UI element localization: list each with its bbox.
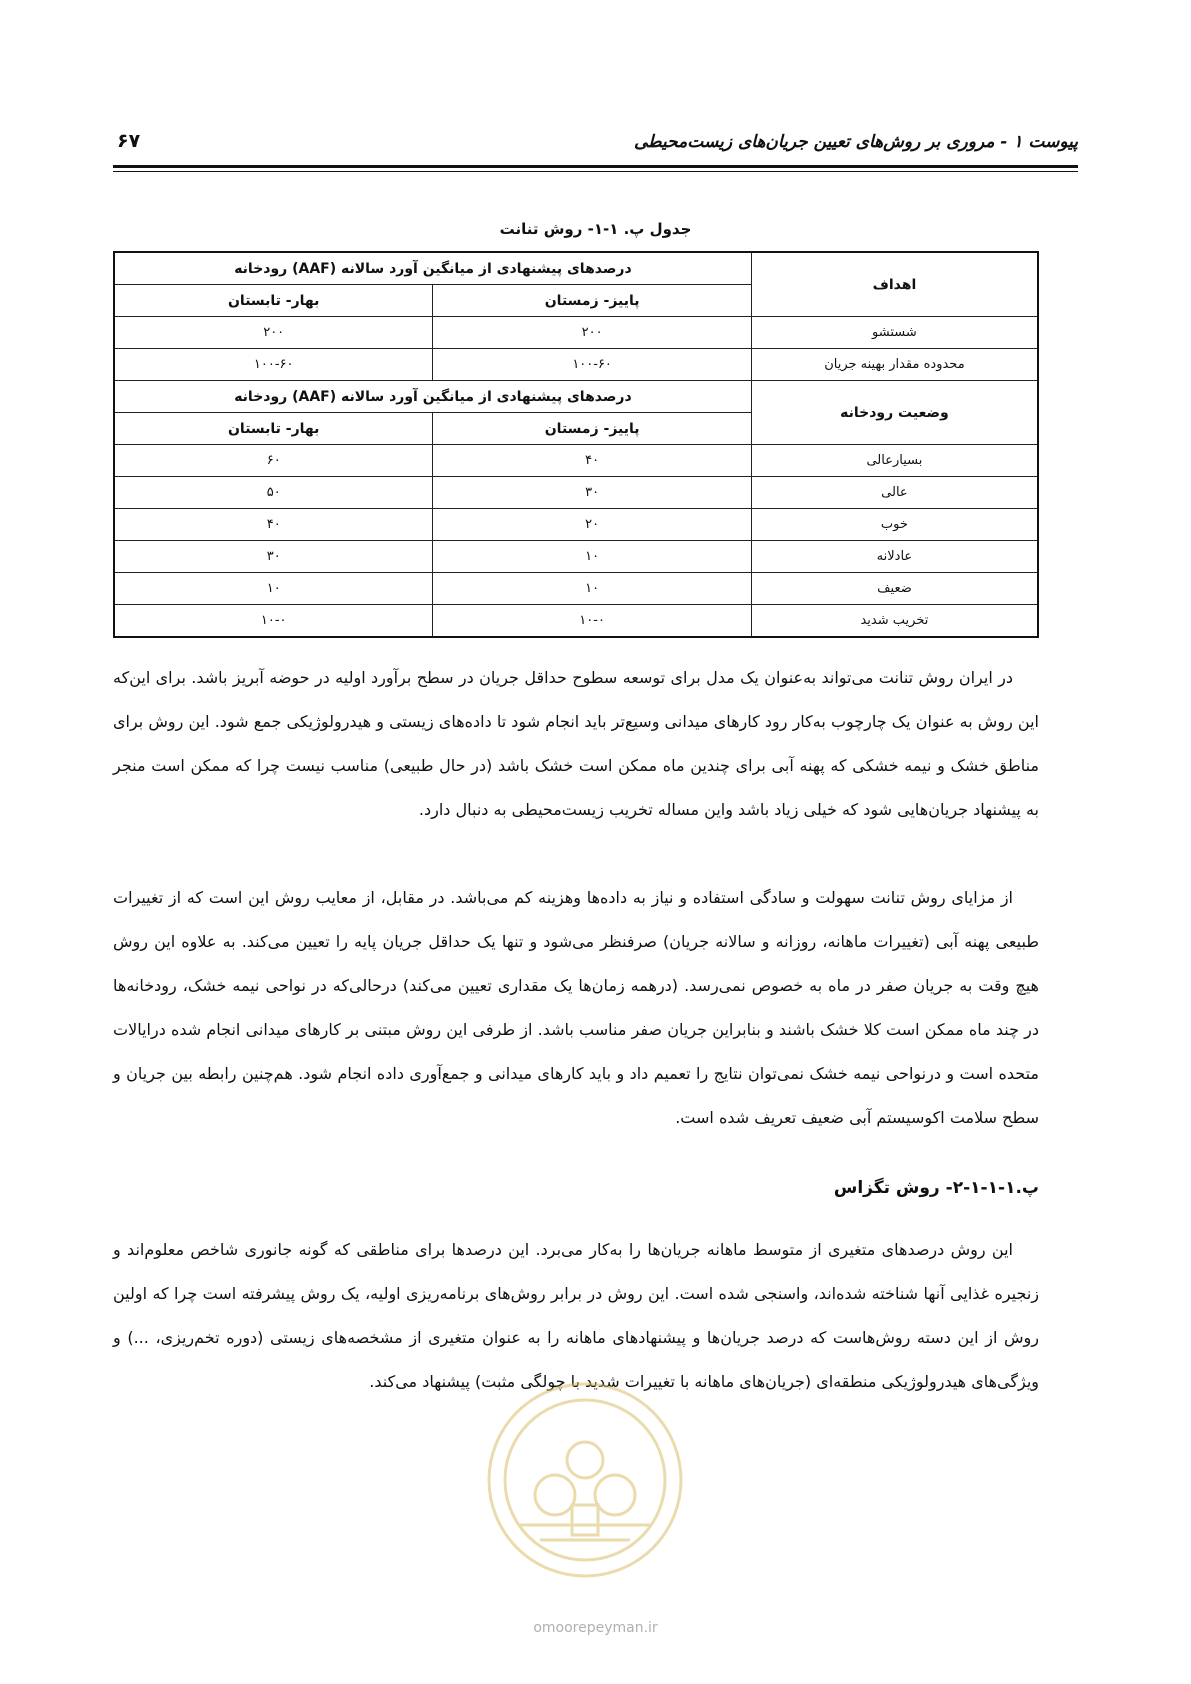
row-label: تخریب شدید <box>751 605 1038 638</box>
autumn-winter-value: ۴۰ <box>433 445 751 477</box>
autumn-winter-value: ۳۰ <box>433 477 751 509</box>
paragraph-texas-method: این روش درصدهای متغیری از متوسط ماهانه جریان‌ها را به‌کار می‌برد. این درصدها برای مناطقی که گونه جانوری شاخص معلوم‌اند و زنجیره غذایی آنها شناخته شده‌اند، واسنجی شده است. این روش در برابر روش‌های برنامه‌ریزی اولیه، یک روش پیشرفته است چرا که اولین روش از این دسته روش‌هاست که درصد جریان‌ها و پیشنهادهای ماهانه را به عنوان متغیری از مشخصه‌های زیستی (دوره تخم‌ریزی، ...) و ویژگی‌های هیدرولوژیکی منطقه‌ای (جریان‌های ماهانه با تغییرات شدید با چولگی مثبت) پیشنهاد می‌کند. <box>113 1240 1039 1391</box>
table-row <box>114 445 1038 477</box>
table-row <box>114 477 1038 509</box>
goals-header: اهداف <box>751 252 1038 317</box>
watermark-url: omoorepeyman.ir <box>533 1620 658 1636</box>
table-caption: جدول پ. ۱-۱- روش تنانت <box>499 220 692 238</box>
table-row <box>114 541 1038 573</box>
spring-summer-value: ۲۰۰ <box>114 317 433 349</box>
table-row <box>114 509 1038 541</box>
running-title: پیوست ۱ - مروری بر روش‌های تعیین جریان‌های زیست‌محیطی <box>633 132 1078 152</box>
header-rule <box>113 165 1078 172</box>
table-row <box>114 605 1038 638</box>
spring-summer-value: ۴۰ <box>114 509 433 541</box>
spring-summer-header: بهار- تابستان <box>114 413 433 445</box>
body-text-block-1 <box>113 656 1039 832</box>
paragraph-tennant-iran: در ایران روش تنانت می‌تواند به‌عنوان یک مدل برای توسعه سطوح حداقل جریان در سطح برآورد اولیه در حوضه آبریز باشد. برای این‌که این روش به عنوان یک چارچوب به‌کار رود کارهای میدانی وسیع‌تر باید انجام شود تا داده‌های زیستی و هیدرولوژیکی جمع شود. این روش برای مناطق خشک و نیمه خشکی که پهنه آبی برای چندین ماه ممکن است خشک باشد (در حال طبیعی) مناسب نیست چرا که ممکن است منجر به پیشنهاد جریان‌هایی شود که خیلی زیاد باشد واین مساله تخریب زیست‌محیطی به دنبال دارد. <box>113 668 1039 819</box>
page-header <box>113 128 1078 164</box>
autumn-winter-value: ۱۰ <box>433 541 751 573</box>
autumn-winter-header: پاییز- زمستان <box>433 413 751 445</box>
body-text-block-2 <box>113 876 1039 1140</box>
row-label: خوب <box>751 509 1038 541</box>
row-label: عالی <box>751 477 1038 509</box>
autumn-winter-value: ۱۰-۰ <box>433 605 751 638</box>
spring-summer-value: ۵۰ <box>114 477 433 509</box>
table-row <box>114 349 1038 381</box>
spring-summer-value: ۳۰ <box>114 541 433 573</box>
autumn-winter-header: پاییز- زمستان <box>433 285 751 317</box>
aaf-group-header: درصدهای پیشنهادی از میانگین آورد سالانه (AAF) رودخانه <box>114 252 751 285</box>
watermark-seal-graphic <box>480 1375 690 1585</box>
logo-seal-icon <box>480 1375 690 1585</box>
section-heading: پ.۱-۱-۱-۲- روش تگزاس <box>833 1178 1039 1198</box>
table-row <box>114 317 1038 349</box>
spring-summer-value: ۱۰۰-۶۰ <box>114 349 433 381</box>
row-label: محدوده مقدار بهینه جریان <box>751 349 1038 381</box>
row-label: بسیارعالی <box>751 445 1038 477</box>
paragraph-tennant-pros-cons: از مزایای روش تنانت سهولت و سادگی استفاده و نیاز به داده‌ها وهزینه کم می‌باشد. در مقابل، از معایب روش این است که از تغییرات طبیعی پهنه آبی (تغییرات ماهانه، روزانه و سالانه جریان) صرفنظر می‌شود و تنها یک حداقل جریان پایه را تعیین می‌کند. به علاوه این روش هیچ وقت به جریان صفر در ماه به خصوص نمی‌رسد. (درهمه زمان‌ها یک مقداری تعیین می‌کند) درحالی‌که در نواحی نیمه خشک، رودخانه‌ها در چند ماه ممکن است کلا خشک باشند و بنابراین جریان صفر مناسب باشد. از طرفی این روش مبتنی بر کارهای میدانی انجام شده درایالات متحده است و درنواحی نیمه خشک نمی‌توان نتایج را تعمیم داد و باید کارهای میدانی و جمع‌آوری داده انجام شود. هم‌چنین رابطه بین جریان و سطح سلامت اکوسیستم آبی ضعیف تعریف شده است. <box>113 888 1039 1127</box>
spring-summer-value: ۱۰ <box>114 573 433 605</box>
autumn-winter-value: ۱۰۰-۶۰ <box>433 349 751 381</box>
table-header-row <box>114 252 1038 285</box>
row-label: ضعیف <box>751 573 1038 605</box>
table-header-row <box>114 381 1038 413</box>
spring-summer-value: ۶۰ <box>114 445 433 477</box>
aaf-group-header: درصدهای پیشنهادی از میانگین آورد سالانه (AAF) رودخانه <box>114 381 751 413</box>
spring-summer-value: ۱۰-۰ <box>114 605 433 638</box>
autumn-winter-value: ۲۰ <box>433 509 751 541</box>
autumn-winter-value: ۱۰ <box>433 573 751 605</box>
row-label: شستشو <box>751 317 1038 349</box>
spring-summer-header: بهار- تابستان <box>114 285 433 317</box>
autumn-winter-value: ۲۰۰ <box>433 317 751 349</box>
table-row <box>114 573 1038 605</box>
page-number: ۶۷ <box>117 130 141 152</box>
row-label: عادلانه <box>751 541 1038 573</box>
river-status-header: وضعیت رودخانه <box>751 381 1038 445</box>
tennant-table <box>113 251 1039 638</box>
